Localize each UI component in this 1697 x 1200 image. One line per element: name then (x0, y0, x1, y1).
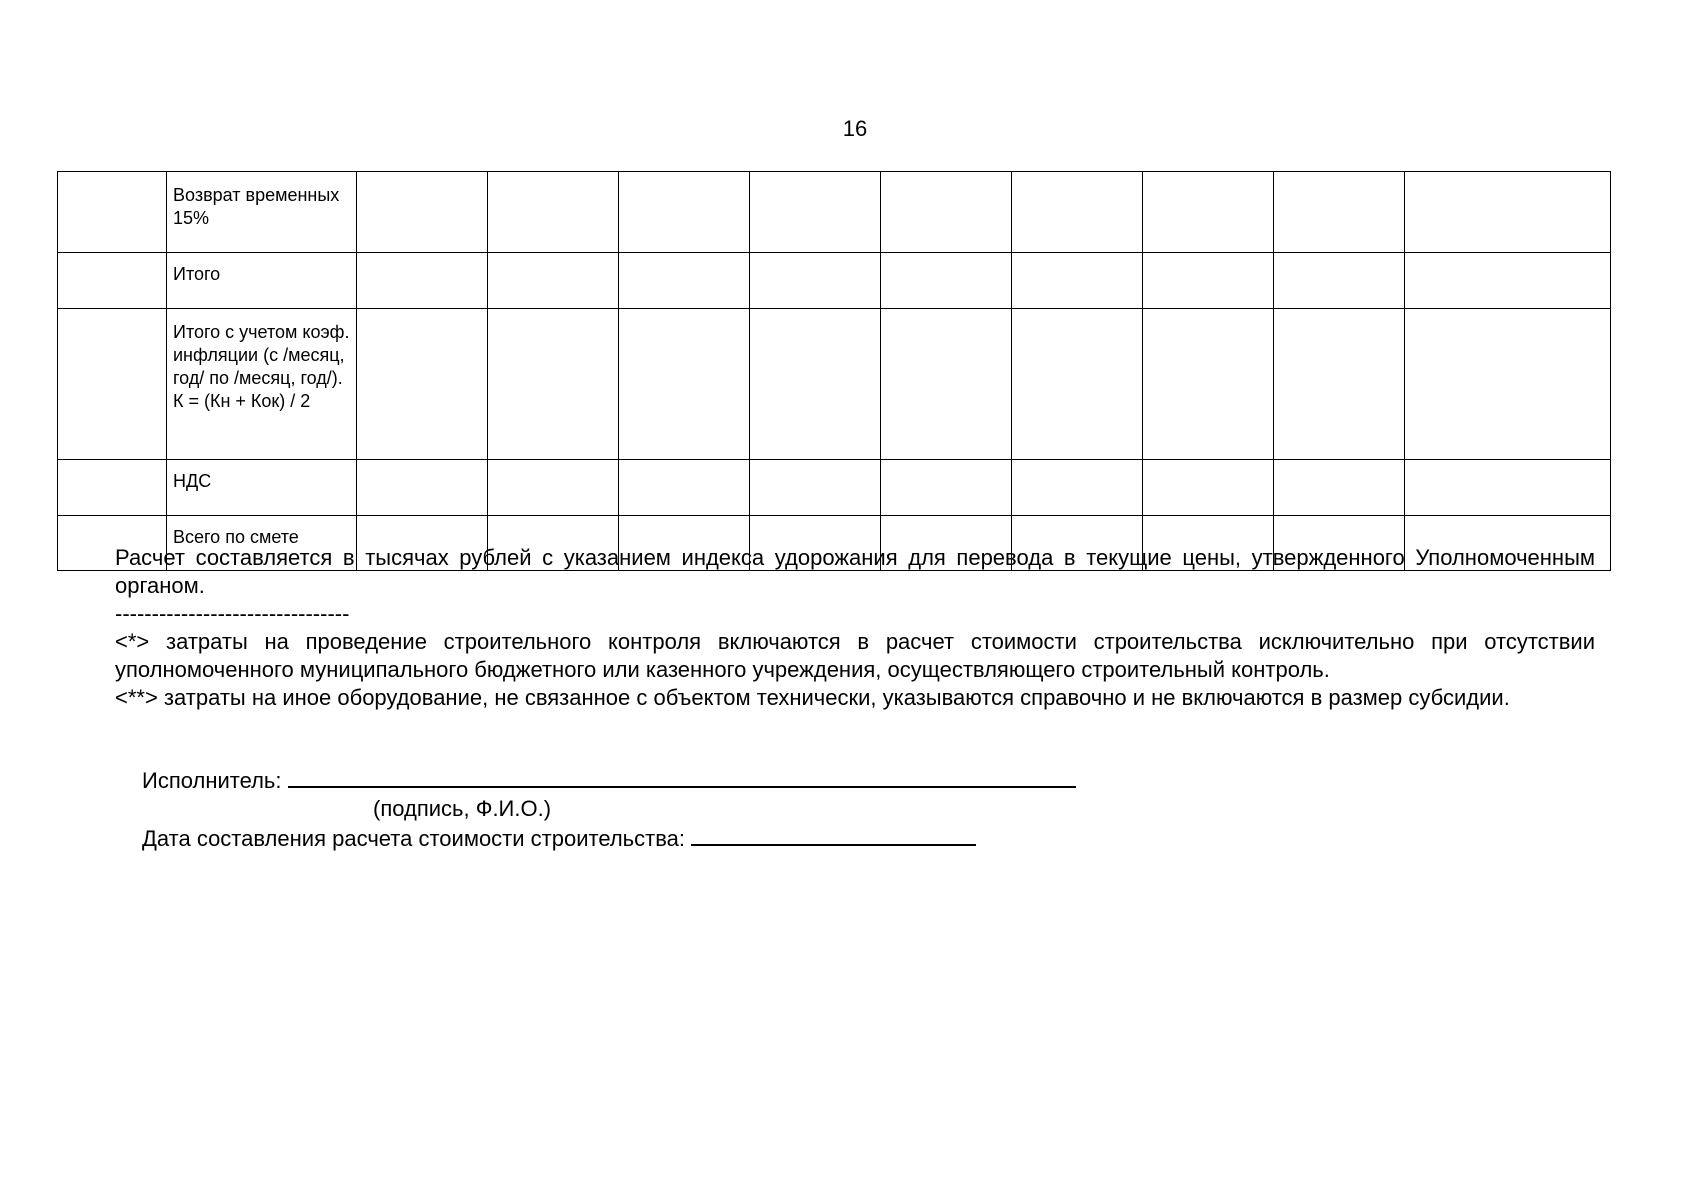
table-cell (1143, 172, 1274, 253)
table-cell (1012, 460, 1143, 516)
table-cell (58, 460, 167, 516)
table-cell (357, 460, 488, 516)
row-label: Итого с учетом коэф. инфляции (с /месяц, год/ по /месяц, год/). К = (Кн + Кок) / 2 (167, 309, 357, 460)
footnote-construction-control: <*> затраты на проведение строительного контроля включаются в расчет стоимости строительства исключительно при отсутствии уполномоченного муниципального бюджетного или казенного учреждения, осуществляющего строительный контроль. (115, 629, 1595, 682)
date-field[interactable] (691, 824, 976, 846)
table-cell (1405, 309, 1611, 460)
page-number: 16 (842, 116, 868, 141)
table-row (58, 460, 1611, 516)
note-paragraph-calculation: Расчет составляется в тысячах рублей с указанием индекса удорожания для перевода в текущие цены, утвержденного Уполномоченным органом. (115, 545, 1595, 598)
footnote-other-equipment: <**> затраты на иное оборудование, не связанное с объектом технически, указываются справочно и не включаются в размер субсидии. (115, 685, 1510, 710)
table-cell (58, 253, 167, 309)
row-label: Возврат временных 15% (167, 172, 357, 253)
table-cell (488, 172, 619, 253)
table-cell (1274, 253, 1405, 309)
table-cell (881, 460, 1012, 516)
table-cell (750, 309, 881, 460)
table-cell (881, 309, 1012, 460)
table-cell (1143, 309, 1274, 460)
table-cell (1143, 253, 1274, 309)
table-row (58, 309, 1611, 460)
executor-line (142, 766, 1076, 795)
table-row (58, 172, 1611, 253)
table-cell (881, 253, 1012, 309)
table-cell (488, 253, 619, 309)
row-label: Итого (167, 253, 357, 309)
footnote-separator: -------------------------------- (115, 601, 350, 626)
table-cell (881, 172, 1012, 253)
table-cell (1274, 172, 1405, 253)
table-cell (357, 309, 488, 460)
table-cell (58, 172, 167, 253)
date-label: Дата составления расчета стоимости строительства: (142, 826, 685, 851)
table-cell (750, 460, 881, 516)
table-cell (357, 253, 488, 309)
table-cell (1405, 460, 1611, 516)
table-cell (1012, 172, 1143, 253)
table-cell (1012, 253, 1143, 309)
executor-caption: (подпись, Ф.И.О.) (373, 796, 552, 821)
table-cell (619, 172, 750, 253)
table-cell (1143, 460, 1274, 516)
table-cell (750, 172, 881, 253)
table-cell (619, 460, 750, 516)
table-cell (488, 460, 619, 516)
executor-signature-field[interactable] (288, 766, 1076, 788)
table-cell (1405, 253, 1611, 309)
table-cell (1405, 172, 1611, 253)
table-cell (1274, 460, 1405, 516)
date-line (142, 824, 976, 853)
executor-label: Исполнитель: (142, 768, 282, 793)
table-row (58, 253, 1611, 309)
table-cell (619, 253, 750, 309)
row-label: НДС (167, 460, 357, 516)
table-cell (58, 309, 167, 460)
row-label: Всего по смете (167, 516, 357, 571)
estimate-table (57, 171, 1611, 571)
table-cell (750, 253, 881, 309)
table-cell (357, 172, 488, 253)
table-cell (1012, 309, 1143, 460)
table-cell (488, 309, 619, 460)
table-cell (1274, 309, 1405, 460)
table-cell (619, 309, 750, 460)
